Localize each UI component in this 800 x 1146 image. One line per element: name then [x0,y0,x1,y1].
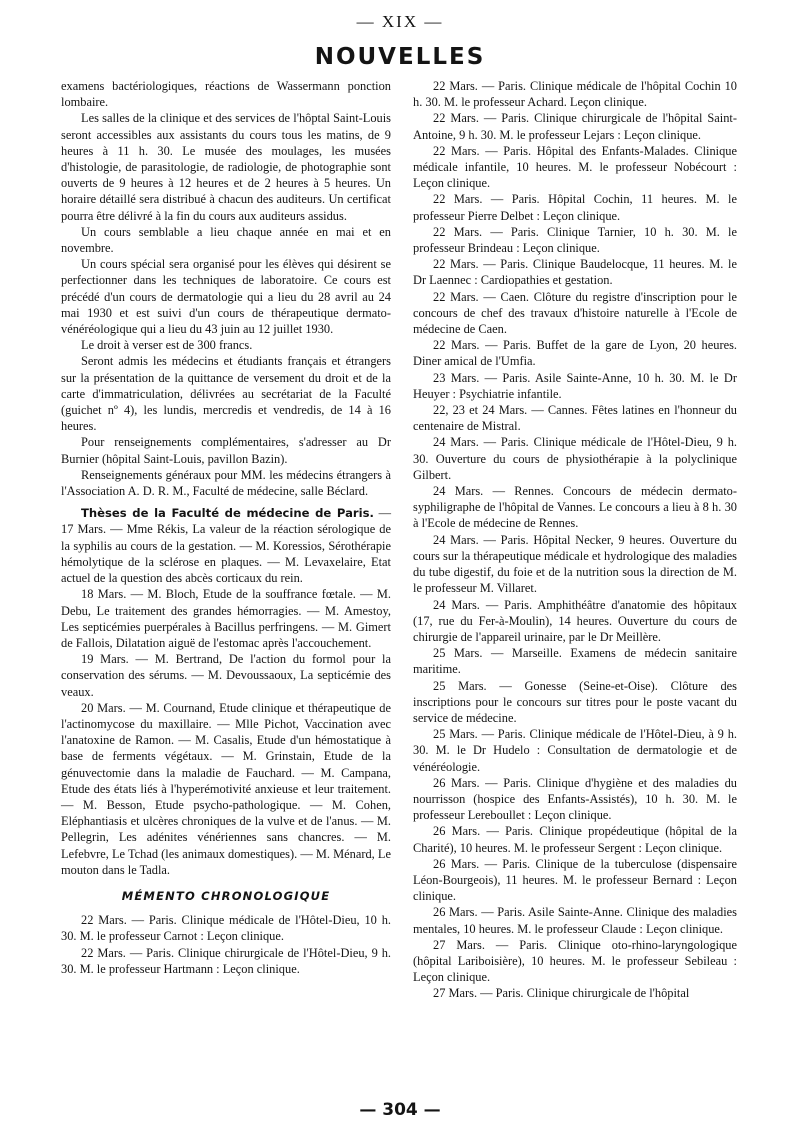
right-column [413,78,737,1002]
memento-entry: 25 Mars. — Marseille. Examens de médecin sanitaire maritime. [413,646,737,677]
left-column [61,78,391,977]
theses-entry: 18 Mars. — M. Bloch, Etude de la souffrance fœtale. — M. Debu, Le traitement des grandes hémorragies. — M. Amestoy, Les septicémies puerpérales à Bacillus perfringens. — M. Gimert de Fallois, Dilatation aiguë de l'estomac après l'accouchement. [61,587,391,650]
paragraph: Les salles de la clinique et des services de l'hôptal Saint-Louis seront accessibles aux assistants du cours tous les matins, de 9 heures à 11 h. 30. Le musée des moulages, les musées d'histologie, de parasitologie, de radiologie, de photographie sont ouverts de 9 heures à 12 heures et de 2 heures à 5 heures. Un horaire détaillé sera distribué à chacun des auditeurs. Un certificat pourra être délivré à la fin du cours aux auditeurs assidus. [61,111,391,223]
memento-entry: 26 Mars. — Paris. Clinique de la tuberculose (dispensaire Léon-Bourgeois), 11 heures. M. le professeur Bernard : Leçon clinique. [413,856,737,904]
memento-entry: 24 Mars. — Paris. Hôpital Necker, 9 heures. Ouverture du cours sur la thérapeutique médicale et hydrologique des maladies du tube digestif, du foie et de la nutrition sous la direction de M. le professeur M. Villaret. [413,532,737,596]
memento-entry: 26 Mars. — Paris. Clinique d'hygiène et des maladies du nourrisson (hospice des Enfants-Assistés), 10 h. 30. M. le professeur Lereboullet : Leçon clinique. [413,775,737,823]
page-number: — 304 — [359,1100,441,1120]
theses-entry: 20 Mars. — M. Cournand, Etude clinique et thérapeutique de l'actinomycose du maxillaire. — Mlle Pichot, Vaccination avec l'anatoxine de Ramon. — M. Casalis, Etude d'un hémostatique à base de ferments végétaux. — M. Grinstain, Etude de la génuvectomie dans la maladie de Fauchard. — M. Campana, Etude des états liés à l'hyperémotivité anxieuse et leur traitement. — M. Besson, Etude psycho-pathologique. — M. Cohen, Eléphantiasis et ulcères chroniques de la vulve et de l'anus. — M. Pellegrin, Les adénites vénériennes sans chancres. — M. Lefebvre, Le Tchad (les animaux domestiques). — M. Ménard, Le mouton dans le Tadla. [61,700,391,877]
memento-entry: 22 Mars. — Paris. Clinique chirurgicale de l'hôpital Saint-Antoine, 9 h. 30. M. le professeur Lejars : Leçon clinique. [413,111,737,142]
paragraph: Le droit à verser est de 300 francs. [81,338,253,353]
memento-entry: 25 Mars. — Gonesse (Seine-et-Oise). Clôture des inscriptions pour le concours sur titres pour le poste vacant du service de médecine. [413,678,737,725]
theses-heading: Thèses de la Faculté de médecine de Paris. [81,506,374,521]
page-title: NOUVELLES [314,44,486,70]
memento-entry: 22 Mars. — Paris. Clinique Tarnier, 10 h. 30. M. le professeur Brindeau : Leçon clinique. [413,224,737,256]
memento-entry: 24 Mars. — Paris. Clinique médicale de l'Hôtel-Dieu, 9 h. 30. Ouverture du cours de physiothérapie à la polyclinique Gilbert. [413,435,737,482]
memento-entry: 24 Mars. — Paris. Amphithéâtre d'anatomie des hôpitaux (17, rue du Fer-à-Moulin), 14 heures. Ouverture du cours de chirurgie de l'appareil urinaire, par le Dr Meillère. [413,597,737,644]
memento-entry: 25 Mars. — Paris. Clinique médicale de l'Hôtel-Dieu, à 9 h. 30. M. le Dr Hudelo : Consultation de dermatologie et de vénéréologie. [413,727,737,774]
paragraph: Pour renseignements complémentaires, s'adresser au Dr Burnier (hôpital Saint-Louis, pavillon Bazin). [61,435,391,466]
memento-entry: 27 Mars. — Paris. Clinique chirurgicale de l'hôpital [433,986,690,1001]
paragraph: examens bactériologiques, réactions de Wassermann ponction lombaire. [61,79,391,110]
memento-entry: 26 Mars. — Paris. Clinique propédeutique (hôpital de la Charité), 10 heures. M. le professeur Sergent : Leçon clinique. [413,824,737,855]
paragraph: Seront admis les médecins et étudiants français et étrangers sur la présentation de la quittance de versement du droit et de la carte d'immatriculation, délivrées au secrétariat de la Faculté (guichet nº 4), les lundis, mercredis et vendredis, de 14 à 16 heures. [61,354,391,434]
memento-entry: 26 Mars. — Paris. Asile Sainte-Anne. Clinique des maladies mentales, 10 heures. M. le professeur Claude : Leçon clinique. [413,905,737,936]
theses-entry: 19 Mars. — M. Bertrand, De l'action du formol pour la conservation des sérums. — M. Devoussaoux, La septicémie des veaux. [61,652,391,699]
paragraph: Un cours semblable a lieu chaque année en mai et en novembre. [61,224,391,256]
memento-entry: 22 Mars. — Paris. Buffet de la gare de Lyon, 20 heures. Diner amical de l'Umfia. [413,338,737,369]
memento-entry: 22 Mars. — Paris. Clinique médicale de l'Hôtel-Dieu, 10 h. 30. M. le professeur Carnot : Leçon clinique. [61,913,391,944]
paragraph: Un cours spécial sera organisé pour les élèves qui désirent se perfectionner dans les techniques de laboratoire. Ce cours est précédé d'un cours de dermatologie qui a lieu du 28 avril au 24 mai 1930 et est suivi d'un cours de thérapeutique dermato-vénéréologique qui a lieu du 43 juin au 12 juillet 1930. [61,257,391,337]
memento-entry: 22 Mars. — Caen. Clôture du registre d'inscription pour le concours de chef des travaux d'histoire naturelle à l'Ecole de médecine de Caen. [413,289,737,337]
memento-entry: 22 Mars. — Paris. Clinique Baudelocque, 11 heures. M. le Dr Laennec : Cardiopathies et gestation. [413,257,737,288]
memento-entry: 22 Mars. — Paris. Clinique médicale de l'hôpital Cochin 10 h. 30. M. le professeur Achard. Leçon clinique. [413,79,737,110]
memento-entry: 22 Mars. — Paris. Hôpital des Enfants-Malades. Clinique médicale infantile, 10 heures. M. le professeur Nobécourt : Leçon clinique. [413,143,737,191]
section-roman-numeral: — XIX — [356,12,444,31]
theses-text: — 17 Mars. — Mme Rékis, La valeur de la réaction sérologique de la syphilis au cours de la gestation. — M. Koressios, Sérothérapie hémolytique de la sclérose en plaques. — M. Levaxelaire, Etat actuel de la question des abcès corticaux du rein. [61,506,391,586]
memento-entry: 23 Mars. — Paris. Asile Sainte-Anne, 10 h. 30. M. le Dr Heuyer : Psychiatrie infantile. [413,370,737,401]
paragraph: Renseignements généraux pour MM. les médecins étrangers à l'Association A. D. R. M., Faculté de médecine, salle Béclard. [61,467,391,499]
memento-entry: 24 Mars. — Rennes. Concours de médecin dermato-syphiligraphe de l'hôpital de Vannes. Le concours a lieu à 8 h. 30 à l'Ecole de médecine de Rennes. [413,484,737,531]
memento-entry: 22 Mars. — Paris. Hôpital Cochin, 11 heures. M. le professeur Pierre Delbet : Leçon clinique. [413,192,737,223]
memento-entry: 22, 23 et 24 Mars. — Cannes. Fêtes latines en l'honneur du centenaire de Mistral. [413,403,737,434]
memento-entry: 22 Mars. — Paris. Clinique chirurgicale de l'Hôtel-Dieu, 9 h. 30. M. le professeur Hartmann : Leçon clinique. [61,945,391,976]
theses-paragraph [61,505,391,586]
memento-heading: MÉMENTO CHRONOLOGIQUE [121,888,331,903]
memento-entry: 27 Mars. — Paris. Clinique oto-rhino-laryngologique (hôpital Lariboisière), 10 heures. M. le professeur Sebileau : Leçon clinique. [413,937,737,985]
